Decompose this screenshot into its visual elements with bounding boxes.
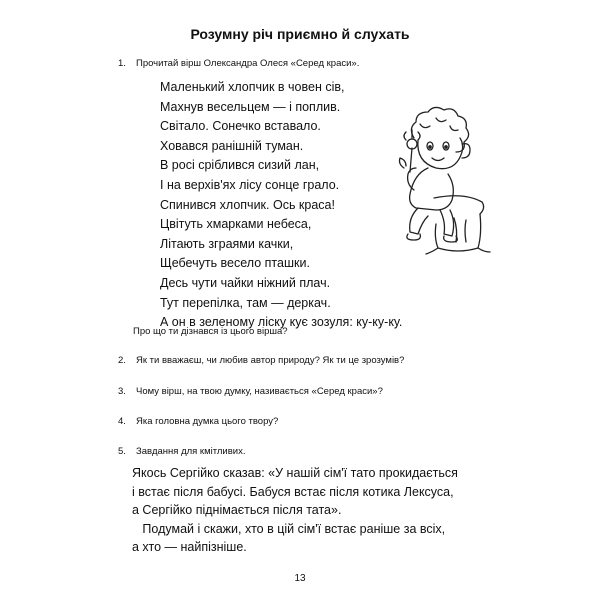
task-5-story bbox=[132, 464, 458, 557]
story-line: Якось Сергійко сказав: «У нашій сім'ї тато прокидається bbox=[132, 466, 458, 480]
page-number: 13 bbox=[294, 573, 306, 584]
poem-line: Спинився хлопчик. Ось краса! bbox=[160, 197, 335, 212]
task-3-question: Чому вірш, на твою думку, називається «Серед краси»? bbox=[136, 386, 383, 397]
poem-line: Ховався ранішній туман. bbox=[160, 138, 304, 153]
poem-line: Десь чути чайки ніжний плач. bbox=[160, 275, 331, 290]
task-2-question: Як ти вважаєш, чи любив автор природу? Як ти це зрозумів? bbox=[136, 355, 405, 366]
poem-line: Махнув весельцем — і поплив. bbox=[160, 99, 341, 114]
poem-line: Світало. Сонечко вставало. bbox=[160, 119, 321, 134]
poem-line: Літають зграями качки, bbox=[160, 236, 294, 251]
task-1-number: 1. bbox=[118, 58, 126, 69]
task-5-number: 5. bbox=[118, 446, 126, 457]
poem-line: А он в зеленому ліску кує зозуля: ку-ку-ку. bbox=[160, 315, 403, 330]
poem-line: Щебечуть весело пташки. bbox=[160, 256, 310, 271]
story-line: Подумай і скажи, хто в цій сім'ї встає раніше за всіх, bbox=[132, 521, 446, 536]
poem-line: Цвітуть хмарками небеса, bbox=[160, 217, 312, 232]
boy-with-flower-illustration bbox=[384, 98, 494, 258]
task-1-instruction: Прочитай вірш Олександра Олеся «Серед краси». bbox=[136, 58, 360, 69]
task-2-number: 2. bbox=[118, 355, 126, 366]
task-4-number: 4. bbox=[118, 416, 126, 427]
story-line: а хто — найпізніше. bbox=[132, 540, 247, 555]
poem-line: В росі сріблився сизий лан, bbox=[160, 158, 320, 173]
poem bbox=[160, 78, 402, 333]
story-line: а Сергійко піднімається після тата». bbox=[132, 503, 342, 518]
story-line: і встає після бабусі. Бабуся встає після котика Лексуса, bbox=[132, 484, 454, 499]
task-5-heading: Завдання для кмітливих. bbox=[136, 446, 246, 457]
task-1-question: Про що ти дізнався із цього вірша? bbox=[133, 326, 288, 337]
task-3-number: 3. bbox=[118, 386, 126, 397]
page-title: Розумну річ приємно й слухать bbox=[190, 26, 410, 42]
task-4-question: Яка головна думка цього твору? bbox=[136, 416, 279, 427]
poem-line: І на верхів'ях лісу сонце грало. bbox=[160, 177, 340, 192]
poem-line: Тут перепілка, там — деркач. bbox=[160, 295, 331, 310]
poem-line: Маленький хлопчик в човен сів, bbox=[160, 80, 345, 94]
